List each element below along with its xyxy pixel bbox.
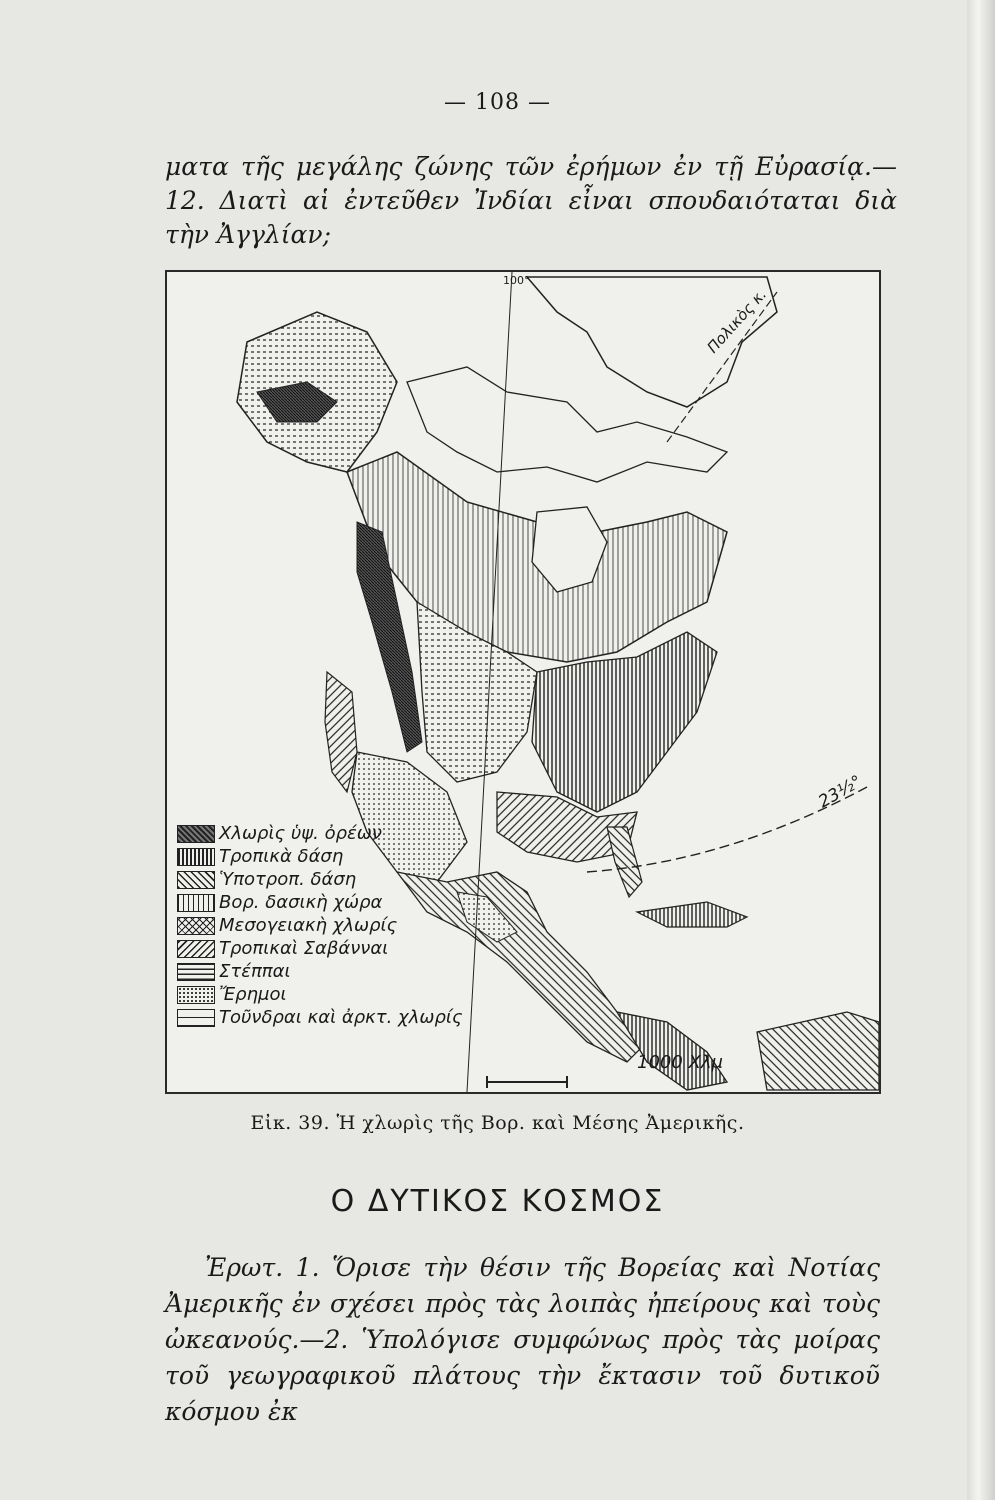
horizontal-lines-pattern-icon <box>177 963 215 981</box>
longitude-label: 100° <box>503 274 530 287</box>
legend-item <box>177 960 477 983</box>
sparse-lines-pattern-icon <box>177 1009 215 1027</box>
legend-item <box>177 914 477 937</box>
legend-item <box>177 1006 477 1029</box>
arctic-circle-label: Πολικὸς κ. <box>703 285 771 357</box>
intro-text: ματα τῆς μεγάλης ζώνης τῶν ἐρήμων ἐν τῇ Εὐρασίᾳ.—12. Διατὶ αἱ ἐντεῦθεν Ἰνδίαι εἶναι σπουδαιόταται διὰ τὴν Ἀγγλίαν; <box>165 152 897 249</box>
legend-label: Τροπικαὶ Σαβάνναι <box>219 938 389 959</box>
greenland-region <box>527 277 777 407</box>
questions-paragraph <box>165 1250 880 1430</box>
legend-label: Τροπικὰ δάση <box>219 846 344 867</box>
back-diagonal-pattern-icon <box>177 940 215 958</box>
page-number: — 108 — <box>444 90 551 115</box>
diagonal-lines-pattern-icon <box>177 871 215 889</box>
questions-text: Ἐρωτ. 1. Ὅρισε τὴν θέσιν τῆς Βορείας καὶ Νοτίας Ἀμερικῆς ἐν σχέσει πρὸς τὰς λοιπὰς ἠπείρους καὶ τοὺς ὠκεανούς.—2. Ὑπολόγισε συμφώνως πρὸς τὰς μοίρας τοῦ γεωγραφικοῦ πλάτους τὴν ἔκτασιν τοῦ δυτικοῦ κόσμου ἐκ <box>165 1253 880 1426</box>
vegetation-map-figure <box>165 270 881 1094</box>
legend-label: Ἔρημοι <box>219 984 287 1005</box>
legend-item <box>177 891 477 914</box>
page-edge-shadow <box>967 0 995 1500</box>
section-heading: Ο ΔΥΤΙΚΟΣ ΚΟΣΜΟΣ <box>330 1184 665 1219</box>
legend-item <box>177 822 477 845</box>
scale-label: 1000 Χλμ <box>637 1052 723 1073</box>
mediterranean-region <box>325 672 357 792</box>
legend-item <box>177 845 477 868</box>
fine-vertical-lines-pattern-icon <box>177 894 215 912</box>
south-america-tip <box>757 1012 879 1090</box>
legend-label: Τοῦνδραι καὶ ἀρκτ. χλωρίς <box>219 1007 463 1028</box>
legend-label: Χλωρὶς ὑψ. ὀρέων <box>219 823 382 844</box>
map-legend <box>177 822 477 1029</box>
figure-caption: Εἰκ. 39. Ἡ χλωρὶς τῆς Βορ. καὶ Μέσης Ἀμερικῆς. <box>250 1112 745 1134</box>
dark-crosshatch-pattern-icon <box>177 825 215 843</box>
dotted-pattern-icon <box>177 986 215 1004</box>
intro-paragraph <box>165 150 897 252</box>
legend-label: Βορ. δασικὴ χώρα <box>219 892 383 913</box>
legend-label: Ὑποτροπ. δάση <box>219 869 357 890</box>
legend-label: Μεσογειακὴ χλωρίς <box>219 915 398 936</box>
legend-label: Στέππαι <box>219 961 291 982</box>
vertical-lines-pattern-icon <box>177 848 215 866</box>
crosshatch-pattern-icon <box>177 917 215 935</box>
legend-item <box>177 937 477 960</box>
florida-peninsula <box>607 827 642 897</box>
tropic-label: 23½° <box>815 771 866 813</box>
caribbean-islands <box>637 902 747 927</box>
legend-item <box>177 868 477 891</box>
legend-item <box>177 983 477 1006</box>
